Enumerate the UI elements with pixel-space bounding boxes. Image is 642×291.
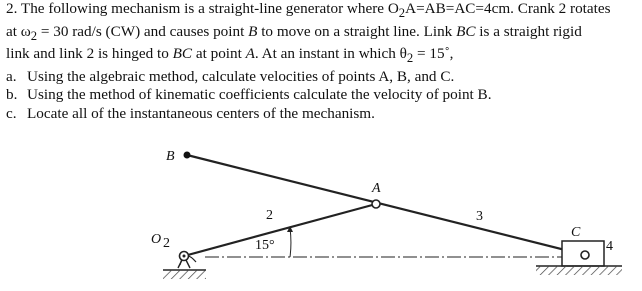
link-number-2: 2	[266, 208, 273, 223]
link-2	[184, 204, 376, 256]
point-b	[184, 152, 191, 159]
label-a: A	[372, 181, 381, 196]
pin-a	[372, 200, 380, 208]
problem-intro: 2. The following mechanism is a straight-line generator where $O_2A=AB=AC=4cm$. Crank 2 rotates at $\omega_2 = 30$ rad/s (CW) and causes point B to move on a straight line. Link BC is a straight rigid link and link 2 is hinged to BC at point A. At an instant in which $\theta_2$ = 15˚,	[6, 0, 611, 66]
label-o2-sub: 2	[163, 236, 170, 251]
angle-label: 15°	[255, 238, 275, 253]
label-c: C	[571, 225, 581, 240]
label-b: B	[166, 149, 175, 164]
question-c: c. Locate all of the instantaneous centers of the mechanism.	[6, 105, 375, 123]
label-o2: O	[151, 232, 162, 247]
question-b: b. Using the method of kinematic coefficients calculate the velocity of point B.	[6, 86, 492, 104]
link-number-3: 3	[476, 209, 483, 224]
link-number-4: 4	[606, 239, 613, 254]
ground-support-o2	[163, 252, 206, 280]
question-a: a. Using the algebraic method, calculate velocities of points A, B, and C.	[6, 67, 455, 85]
angle-arc	[290, 228, 291, 257]
